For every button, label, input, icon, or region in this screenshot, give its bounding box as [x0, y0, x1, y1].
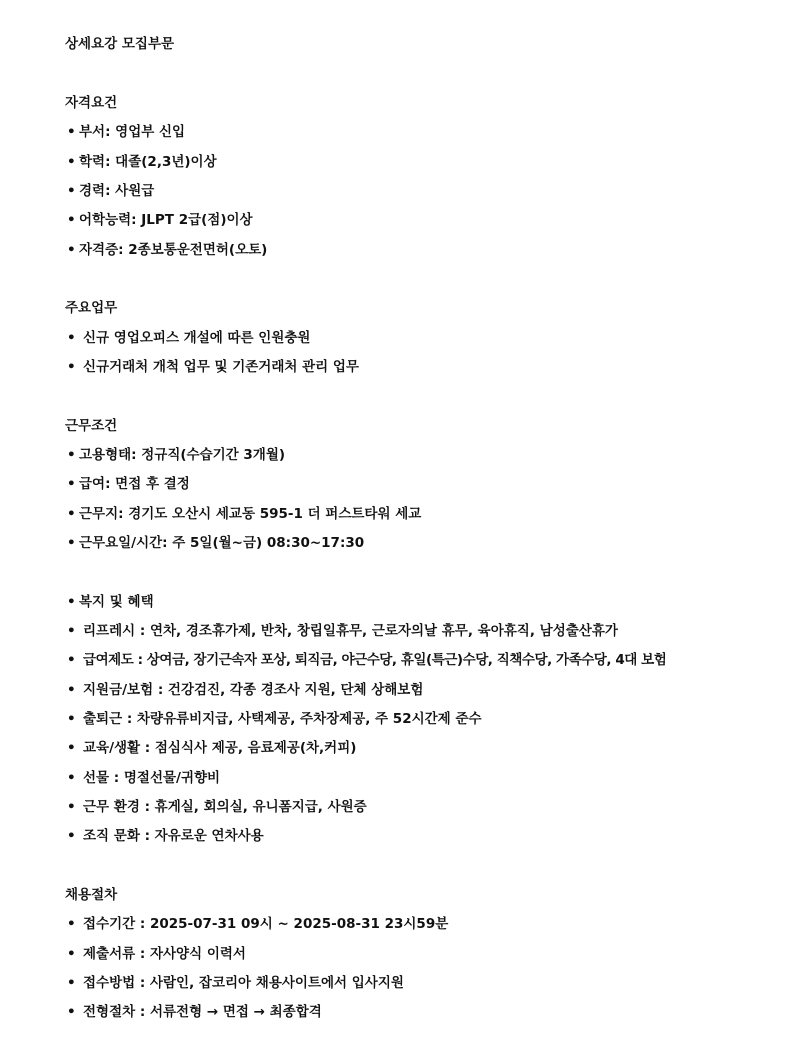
- list-item: • 근무요일/시간: 주 5일(월~금) 08:30~17:30: [67, 535, 365, 551]
- list-item: • 근무 환경 : 휴게실, 회의실, 유니폼지급, 사원증: [67, 799, 367, 815]
- list-item: • 신규 영업오피스 개설에 따른 인원충원: [67, 330, 311, 346]
- list-item: • 급여: 면접 후 결정: [67, 476, 190, 492]
- qualifications-heading: 자격요건: [65, 95, 118, 111]
- list-item: • 급여제도 : 상여금, 장기근속자 포상, 퇴직금, 야근수당, 휴일(특근)수당, 직책수당, 가족수당, 4대 보험: [67, 652, 667, 668]
- list-item: • 학력: 대졸(2,3년)이상: [67, 154, 217, 170]
- list-item: • 지원금/보험 : 건강검진, 각종 경조사 지원, 단체 상해보험: [67, 682, 424, 698]
- process-heading: 채용절차: [65, 887, 118, 903]
- list-item: • 접수기간 : 2025-07-31 09시 ~ 2025-08-31 23시59분: [67, 916, 449, 932]
- list-item: • 근무지: 경기도 오산시 세교동 595-1 더 퍼스트타워 세교: [67, 506, 422, 522]
- list-item: • 제출서류 : 자사양식 이력서: [67, 946, 246, 962]
- list-item: • 선물 : 명절선물/귀향비: [67, 770, 221, 786]
- list-item: • 전형절차 : 서류전형 → 면접 → 최종합격: [67, 1004, 322, 1020]
- list-item: • 리프레시 : 연차, 경조휴가제, 반차, 창립일휴무, 근로자의날 휴무, 육아휴직, 남성출산휴가: [67, 623, 618, 639]
- list-item: • 고용형태: 정규직(수습기간 3개월): [67, 447, 286, 463]
- list-item: • 접수방법 : 사람인, 잡코리아 채용사이트에서 입사지원: [67, 975, 404, 991]
- page-title: 상세요강 모집부문: [65, 36, 175, 52]
- list-item: • 자격증: 2종보통운전면허(오토): [67, 242, 268, 258]
- list-item: • 조직 문화 : 자유로운 연차사용: [67, 828, 264, 844]
- welfare-heading: • 복지 및 혜택: [67, 594, 154, 610]
- list-item: • 경력: 사원급: [67, 183, 155, 199]
- list-item: • 교육/생활 : 점심식사 제공, 음료제공(차,커피): [67, 740, 357, 756]
- list-item: • 신규거래처 개척 업무 및 기존거래처 관리 업무: [67, 359, 359, 375]
- list-item: • 어학능력: JLPT 2급(점)이상: [67, 212, 253, 228]
- list-item: • 부서: 영업부 신입: [67, 124, 186, 140]
- conditions-heading: 근무조건: [65, 418, 118, 434]
- list-item: • 출퇴근 : 차량유류비지급, 사택제공, 주차장제공, 주 52시간제 준수: [67, 711, 482, 727]
- duties-heading: 주요업무: [65, 300, 118, 316]
